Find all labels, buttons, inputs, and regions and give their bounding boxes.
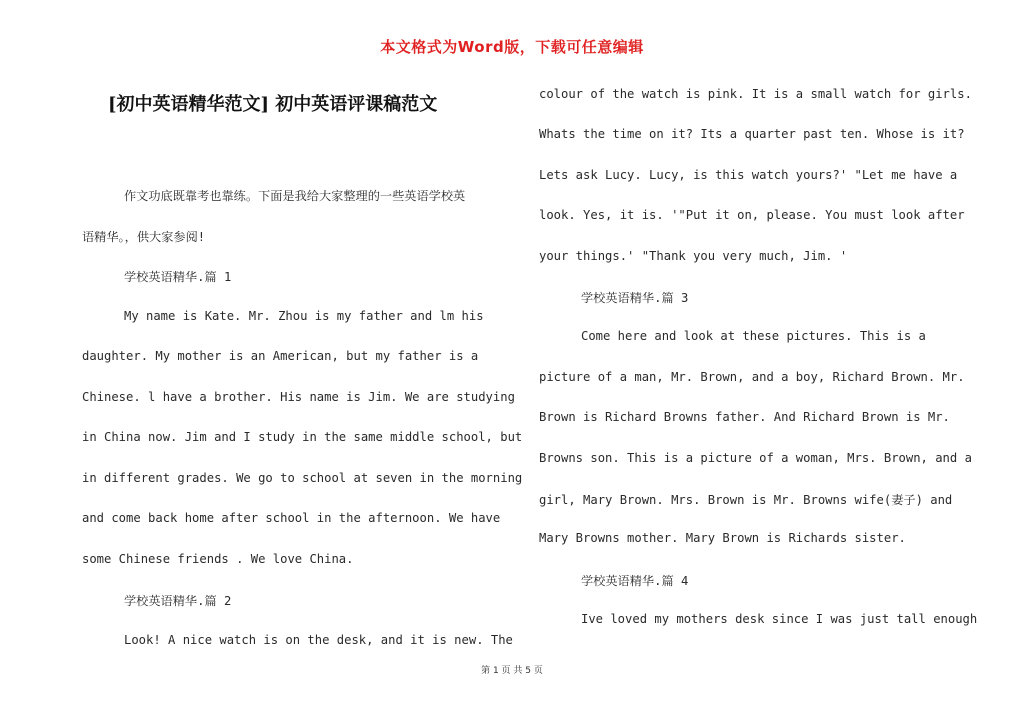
text-line: Brown is Richard Browns father. And Richard Brown is Mr. (539, 410, 950, 425)
text-line: Browns son. This is a picture of a woman, Mrs. Brown, and a (539, 450, 972, 465)
text-line: girl, Mary Brown. Mrs. Brown is Mr. Browns wife(妻子) and (539, 493, 953, 507)
document-title: [初中英语精华范文] 初中英语评课稿范文 (108, 94, 438, 115)
text-line: in China now. Jim and I study in the same middle school, but (82, 430, 523, 444)
text-line: picture of a man, Mr. Brown, and a boy, Richard Brown. Mr. (539, 369, 965, 384)
text-line: look. Yes, it is. '"Put it on, please. You must look after (539, 208, 965, 223)
text-line: Come here and look at these pictures. This is a (581, 329, 926, 344)
text-line: 语精华。，供大家参阅! (82, 229, 206, 244)
text-line: Mary Browns mother. Mary Brown is Richards sister. (539, 531, 906, 546)
page-footer: 第 1 页 共 5 页 (481, 666, 543, 676)
text-line: Look! A nice watch is on the desk, and it is new. The (124, 632, 513, 647)
text-line: and come back home after school in the afternoon. We have (82, 511, 501, 525)
text-line: Chinese. l have a brother. His name is Jim. We are studying (82, 389, 515, 404)
text-line: 学校英语精华.篇 3 (581, 291, 689, 305)
text-line: in different grades. We go to school at seven in the morning (82, 470, 523, 485)
text-line: daughter. My mother is an American, but my father is a (82, 349, 479, 363)
text-line: My name is Kate. Mr. Zhou is my father and lm his (124, 308, 484, 323)
text-line: 学校英语精华.篇 1 (124, 270, 232, 284)
word-format-banner: 本文格式为Word版，下载可任意编辑 (380, 38, 644, 56)
text-line: 学校英语精华.篇 4 (581, 573, 689, 588)
text-line: 学校英语精华.篇 2 (124, 594, 232, 608)
text-line: Lets ask Lucy. Lucy, is this watch yours?' "Let me have a (539, 167, 958, 182)
text-line: Ive loved my mothers desk since I was just tall enough (581, 612, 978, 627)
text-line: some Chinese friends . We love China. (82, 551, 354, 566)
text-line: colour of the watch is pink. It is a small watch for girls. (539, 87, 972, 101)
text-line: Whats the time on it? Its a quarter past ten. Whose is it? (539, 127, 965, 142)
text-line: 作文功底既靠考也靠练。下面是我给大家整理的一些英语学校英 (124, 189, 466, 203)
text-line: your things.' "Thank you very much, Jim. ' (539, 248, 848, 263)
